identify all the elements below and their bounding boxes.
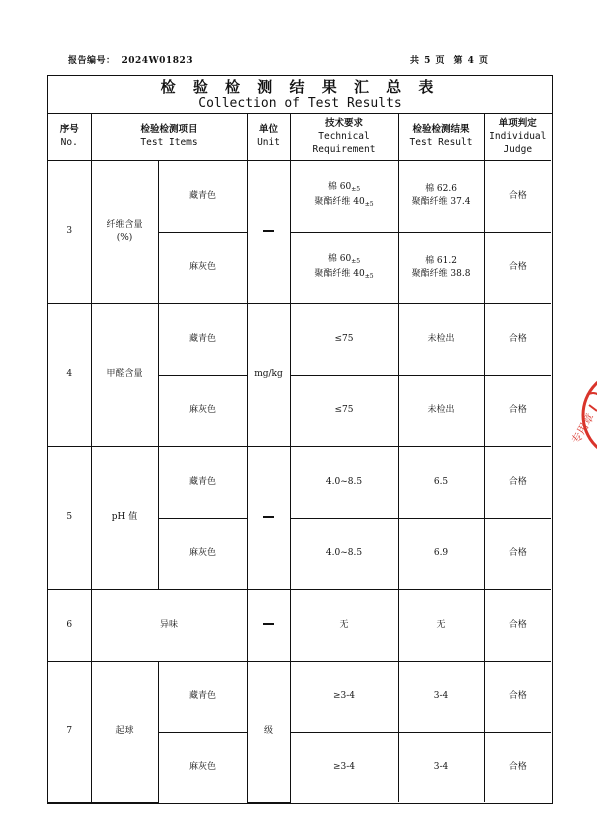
page-indicator: 共 5 页 第 4 页 <box>409 56 489 66</box>
report-number: 报告编号： 2024W01823 <box>68 56 193 66</box>
table-row: 4 甲醛含量 藏青色 mg/kg ≤75 未检出 合格 <box>48 303 551 375</box>
results-table-frame <box>47 75 553 804</box>
col-requirement: 技术要求 Technical Requirement <box>290 113 398 160</box>
results-table <box>48 113 551 803</box>
col-judge: 单项判定 Individual Judge <box>484 113 551 160</box>
col-result: 检验检测结果 Test Result <box>398 113 484 160</box>
table-row: 麻灰色 ≤75 未检出 合格 <box>48 375 551 446</box>
col-unit: 单位 Unit <box>247 113 290 160</box>
col-seq: 序号 No. <box>48 113 91 160</box>
table-row: 5 pH 值 藏青色 4.0~8.5 6.5 合格 <box>48 446 551 518</box>
official-seal-icon <box>567 365 597 465</box>
table-header-row <box>48 113 551 160</box>
table-row: 7 起球 藏青色 级 ≥3-4 3-4 合格 <box>48 661 551 732</box>
table-row: 麻灰色 4.0~8.5 6.9 合格 <box>48 518 551 589</box>
table-row: 3 纤维含量 (%) 藏青色 棉 $60_{\pm 5}$ 聚酯纤维 $40_{\pm 5}$ 棉 62.6 聚酯纤维 37.4 合格 <box>48 160 551 232</box>
dash-icon <box>263 230 274 232</box>
svg-text:专用章: 专用章 <box>569 411 597 447</box>
table-row: 6 异味 无 无 合格 <box>48 589 551 661</box>
table-row: 麻灰色 ≥3-4 3-4 合格 <box>48 732 551 802</box>
table-title: 检 验 检 测 结 果 汇 总 表 Collection of Test Results <box>48 76 552 114</box>
dash-icon <box>263 516 274 518</box>
dash-icon <box>263 623 274 625</box>
col-items: 检验检测项目 Test Items <box>91 113 247 160</box>
table-row: 麻灰色 棉 $60_{\pm 5}$ 聚酯纤维 $40_{\pm 5}$ 棉 61.2 聚酯纤维 38.8 合格 <box>48 232 551 303</box>
